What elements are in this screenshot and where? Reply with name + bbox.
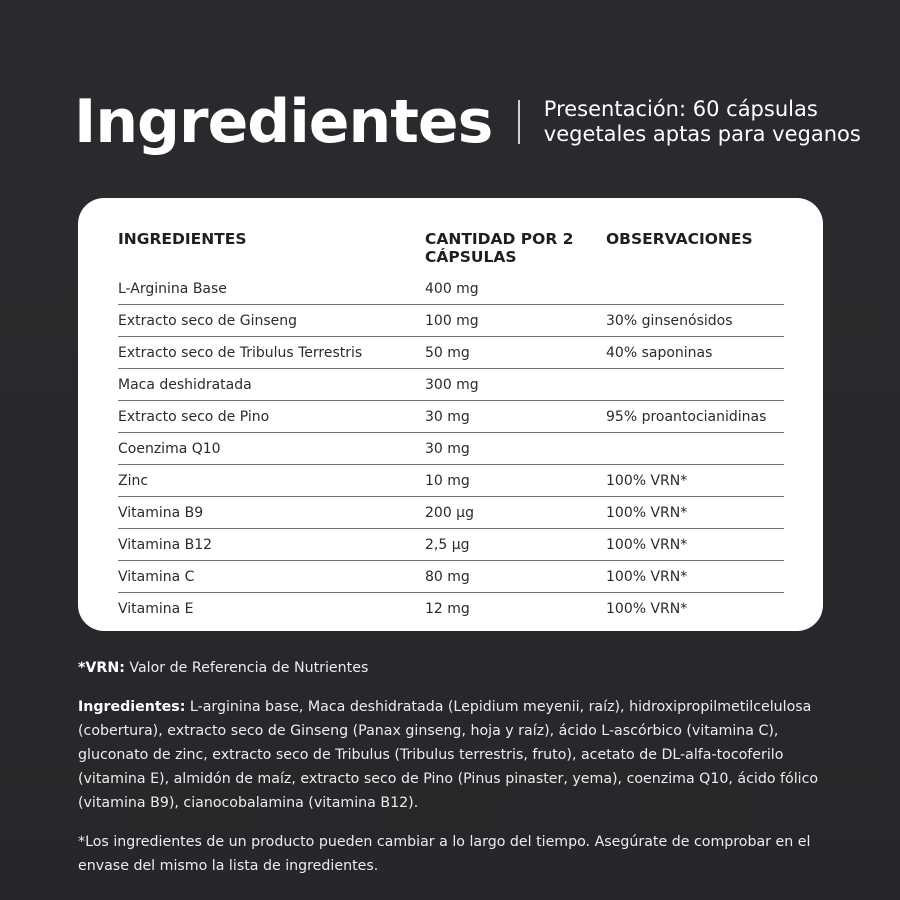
header-divider — [518, 100, 520, 144]
ingredient-quantity: 100 mg — [425, 313, 479, 329]
ingredient-name: Extracto seco de Ginseng — [118, 313, 298, 329]
ingredients-text: L-arginina base, Maca deshidratada (Lepidium meyenii, raíz), hidroxipropilmetilcelulosa (cobertura), extracto seco de Ginseng (Panax ginseng, hoja y raíz), ácido L-ascórbico (vitamina C), gluconato de zinc, extracto seco de Tribulus (Tribulus terrestris, fruto), acetato de DL-alfa-tocoferilo (vitamina E), almidón de maíz, extracto seco de Pino (Pinus pinaster, yema), coenzima Q10, ácido fólico (vitamina B9), cianocobalamina (vitamina B12). — [78, 699, 819, 811]
ingredient-observation: 30% ginsenósidos — [606, 313, 733, 329]
presentation-line-2: vegetales aptas para veganos — [543, 122, 861, 146]
column-header-ingredients: INGREDIENTES — [118, 230, 247, 248]
table-body — [118, 273, 784, 624]
ingredient-name: Vitamina C — [118, 569, 195, 585]
ingredient-quantity: 10 mg — [425, 473, 470, 489]
ingredient-quantity: 50 mg — [425, 345, 470, 361]
table-row — [118, 369, 784, 401]
ingredient-quantity: 12 mg — [425, 601, 470, 617]
ingredients-table-card — [78, 198, 823, 631]
table-row — [118, 593, 784, 624]
vrn-label: *VRN: — [78, 660, 125, 676]
ingredient-quantity: 30 mg — [425, 441, 470, 457]
presentation-line-1: Presentación: 60 cápsulas — [543, 97, 818, 121]
table-row — [118, 401, 784, 433]
ingredient-quantity: 200 µg — [425, 505, 474, 521]
ingredient-quantity: 400 mg — [425, 281, 479, 297]
disclaimer: *Los ingredientes de un producto pueden cambiar a lo largo del tiempo. Asegúrate de comprobar en el envase del mismo la lista de ingredientes. — [78, 834, 811, 874]
ingredient-observation: 100% VRN* — [606, 569, 688, 585]
ingredient-quantity: 2,5 µg — [425, 537, 470, 553]
ingredient-quantity: 80 mg — [425, 569, 470, 585]
table-row — [118, 497, 784, 529]
ingredient-observation: 95% proantocianidinas — [606, 409, 767, 425]
table-row — [118, 529, 784, 561]
header — [74, 87, 884, 157]
ingredient-name: L-Arginina Base — [118, 281, 227, 297]
ingredient-name: Coenzima Q10 — [118, 441, 221, 457]
ingredient-observation: 100% VRN* — [606, 473, 688, 489]
ingredient-observation: 100% VRN* — [606, 537, 688, 553]
table-row — [118, 465, 784, 497]
table-row — [118, 305, 784, 337]
ingredient-observation: 100% VRN* — [606, 505, 688, 521]
ingredient-name: Vitamina B12 — [118, 537, 213, 553]
table-row — [118, 433, 784, 465]
column-header-quantity: CANTIDAD POR 2 CÁPSULAS — [425, 230, 574, 266]
ingredients-list — [78, 695, 838, 815]
footer-notes — [78, 656, 838, 878]
page-title: Ingredientes — [74, 87, 493, 157]
ingredient-quantity: 30 mg — [425, 409, 470, 425]
ingredient-name: Vitamina E — [118, 601, 194, 617]
ingredient-observation: 40% saponinas — [606, 345, 713, 361]
vrn-text: Valor de Referencia de Nutrientes — [124, 660, 369, 676]
ingredient-name: Extracto seco de Pino — [118, 409, 270, 425]
table-row — [118, 561, 784, 593]
ingredient-name: Extracto seco de Tribulus Terrestris — [118, 345, 363, 361]
table-row — [118, 337, 784, 369]
ingredient-observation: 100% VRN* — [606, 601, 688, 617]
table-row — [118, 273, 784, 305]
ingredient-name: Zinc — [118, 473, 149, 489]
ingredient-name: Vitamina B9 — [118, 505, 204, 521]
ingredient-name: Maca deshidratada — [118, 377, 252, 393]
ingredient-quantity: 300 mg — [425, 377, 479, 393]
presentation-text — [544, 97, 884, 147]
vrn-note — [78, 656, 838, 680]
ingredients-label: Ingredientes: — [78, 699, 186, 715]
column-header-observations: OBSERVACIONES — [606, 230, 753, 248]
